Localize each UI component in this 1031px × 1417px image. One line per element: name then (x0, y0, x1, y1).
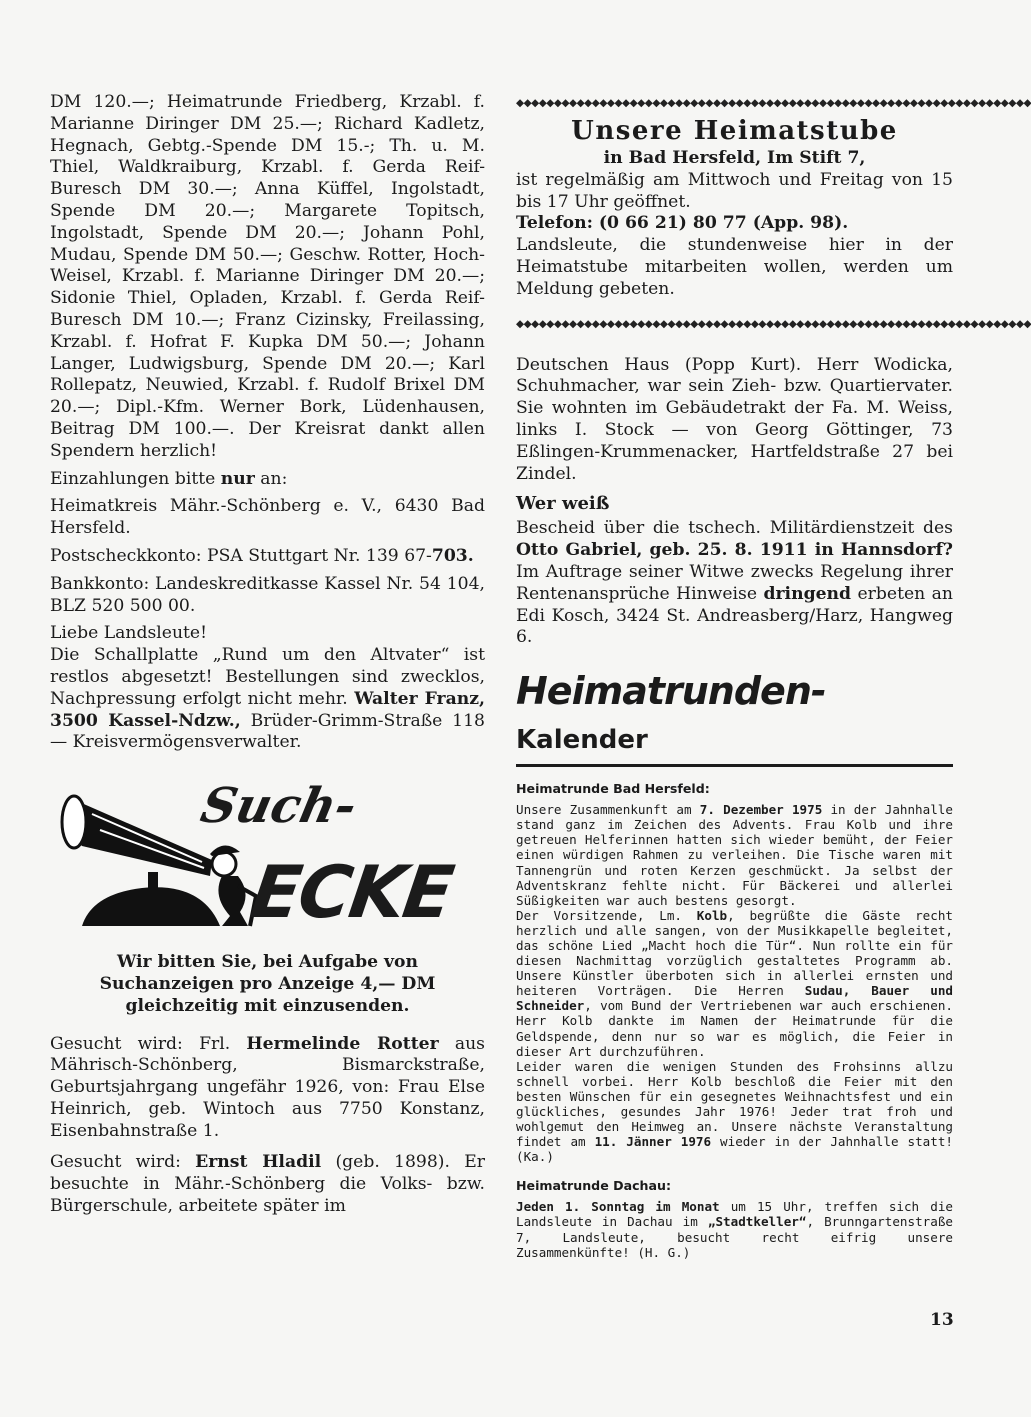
wer-weiss-text: Bescheid über die tschech. Militärdienstzeit des Otto Gabriel, geb. 25. 8. 1911 in Hannsdorf? Im Auftrage seiner Witwe zwecks Regelung ihrer Rentenansprüche Hinweise dringend erbeten an Edi Kosch, 3424 St. Andreasberg/Harz, Hangweg 6. (516, 518, 953, 648)
hersfeld-heading: Heimatrunde Bad Hersfeld: (516, 781, 710, 797)
donations-list: DM 120.—; Heimatrunde Friedberg, Krzabl. f. Marianne Diringer DM 25.—; Richard Kadletz, Hegnach, Gebtg.-Spende DM 15.-; Th. u. M. Thiel, Waldkraiburg, Krzabl. f. Gerda Reif-Buresch DM 30.—; Anna Küffel, Ingolstadt, Spende DM 20.—; Margarete Topitsch, Ingolstadt, Spende DM 20.—; Johann Pohl, Mudau, Spende DM 50.—; Geschw. Rotter, Hoch-Weisel, Krzabl. f. Marianne Diringer DM 20.—; Sidonie Thiel, Opladen, Krzabl. f. Gerda Reif-Buresch DM 10.—; Franz Cizinsky, Freilassing, Krzabl. f. Hofrat F. Kupka DM 50.—; Johann Langer, Ludwigsburg, Spende DM 20.—; Karl Rollepatz, Neuwied, Krzabl. f. Rudolf Brixel DM 20.—; Dipl.-Kfm. Werner Bork, Lüdenhausen, Beitrag DM 100.—. Der Kreisrat dankt allen Spendern herzlich! (50, 92, 485, 461)
such-ecke-logo (52, 776, 472, 944)
dachau-heading: Heimatrunde Dachau: (516, 1178, 672, 1194)
kalender-title: Heimatrunden-Kalender (516, 669, 826, 756)
heimatstube-location: in Bad Hersfeld, Im Stift 7, (603, 148, 866, 168)
page-number: 13 (930, 1310, 954, 1330)
postal-account: Postscheckkonto: PSA Stuttgart Nr. 139 67-703. (50, 545, 474, 566)
dachau-paragraph: Jeden 1. Sonntag im Monat um 15 Uhr, treffen sich die Landsleute in Dachau im „Stadtkeller“, Brunngartenstraße 7, Landsleute, besucht recht eifrig unsere Zusammenkünfte! (H. G.) (516, 1199, 953, 1260)
fee-appeal: Wir bitten Sie, bei Aufgabe von Suchanzeigen pro Anzeige 4,— DM gleichzeitig mit einzusenden. (99, 952, 436, 1016)
kalender-rule (516, 764, 953, 767)
such-logo-bottom: ECKE (246, 850, 457, 935)
right-column (516, 96, 1031, 1260)
diamond-rule-bottom: ◆◆◆◆◆◆◆◆◆◆◆◆◆◆◆◆◆◆◆◆◆◆◆◆◆◆◆◆◆◆◆◆◆◆◆◆◆◆◆◆◆◆◆◆◆◆◆◆◆◆◆◆◆◆◆◆◆◆◆◆◆◆◆◆◆◆◆◆ (516, 317, 1031, 330)
record-notice: Die Schallplatte „Rund um den Altvater“ ist restlos abgesetzt! Bestellungen sind zwecklos, Nachpressung erfolgt nicht mehr. Walter Franz, 3500 Kassel-Ndzw., Brüder-Grimm-Straße 118 — Kreisvermögensverwalter. (50, 645, 485, 753)
hersfeld-paragraph-3: Leider waren die wenigen Stunden des Frohsinns allzu schnell vorbei. Herr Kolb beschloß die Feier mit den besten Wünschen für ein gesegnetes Weihnachtsfest und ein glückliches, gesundes Jahr 1976! Jeder trat froh und wohlgemut den Heimweg an. Unsere nächste Veranstaltung findet am 11. Jänner 1976 wieder in der Jahnhalle statt! (Ka.) (516, 1058, 954, 1165)
greeting: Liebe Landsleute! (50, 623, 207, 644)
account-address: Heimatkreis Mähr.-Schönberg e. V., 6430 Bad Hersfeld. (50, 496, 485, 539)
search-notice-hladil: Gesucht wird: Ernst Hladil (geb. 1898). Er besuchte in Mähr.-Schönberg die Volks- bzw. Bürgerschule, arbeitete später im (50, 1152, 485, 1217)
heimatstube-title: Unsere Heimatstube (571, 116, 898, 146)
such-logo-top: Such- (196, 778, 362, 835)
hersfeld-paragraph-2: Der Vorsitzende, Lm. Kolb, begrüßte die Gäste recht herzlich und alle sangen, von der Musikkapelle begleitet, das schöne Lied „Macht hoch die Tür“. Nun rollte ein für diesen Nachmittag vorzüglich gestaltetes Programm ab. Unsere Künstler überboten sich in allerlei ernsten und heiteren Vorträgen. Die Herren Sudau, Bauer und Schneider, vom Bund der Vertriebenen war auch erschienen. Herr Kolb dankte im Namen der Heimatrunde für die Geldspende, denn nur so war es möglich, die Feier in dieser Art durchzuführen. (516, 907, 953, 1059)
search-notice-rotter: Gesucht wird: Frl. Hermelinde Rotter aus Mährisch-Schönberg, Bismarckstraße, Geburtsjahrgang ungefähr 1926, von: Frau Else Heinrich, geb. Wintoch aus 7750 Konstanz, Eisenbahnstraße 1. (50, 1033, 486, 1141)
wer-weiss-heading: Wer weiß (516, 493, 610, 515)
hersfeld-paragraph-1: Unsere Zusammenkunft am 7. Dezember 1975 in der Jahnhalle stand ganz im Zeichen des Advents. Frau Kolb und ihre getreuen Helferinnen hatten sich wieder bemüht, der Feier einen würdigen Rahmen zu verleihen. Die Tische waren mit Tannengrün und roten Kerzen geschmückt. Ja selbst der Adventskranz fehlte nicht. Für Bäckerei und allerlei Süßigkeiten war auch bestens gesorgt. (516, 802, 953, 908)
heimatstube-phone: Telefon: (0 66 21) 80 77 (App. 98). (516, 213, 849, 234)
heimatstube-hours: ist regelmäßig am Mittwoch und Freitag von 15 bis 17 Uhr geöffnet. (516, 169, 953, 212)
diamond-rule-top: ◆◆◆◆◆◆◆◆◆◆◆◆◆◆◆◆◆◆◆◆◆◆◆◆◆◆◆◆◆◆◆◆◆◆◆◆◆◆◆◆◆◆◆◆◆◆◆◆◆◆◆◆◆◆◆◆◆◆◆◆◆◆◆◆◆◆◆◆ (516, 97, 1031, 109)
bank-account: Bankkonto: Landeskreditkasse Kassel Nr. 54 104, BLZ 520 500 00. (50, 573, 485, 616)
payment-note: Einzahlungen bitte nur an: (50, 468, 288, 489)
heimatstube-call: Landsleute, die stundenweise hier in der Heimatstube mitarbeiten wollen, werden um Meldung gebeten. (516, 235, 953, 299)
left-column (50, 92, 485, 1218)
continued-text: Deutschen Haus (Popp Kurt). Herr Wodicka, Schuhmacher, war sein Zieh- bzw. Quartiervater. Sie wohnten im Gebäudetrakt der Fa. M. Weiss, links I. Stock — von Georg Göttinger, 73 Eßlingen-Krummenacker, Hartfeldstraße 27 bei Zindel. (516, 354, 953, 484)
